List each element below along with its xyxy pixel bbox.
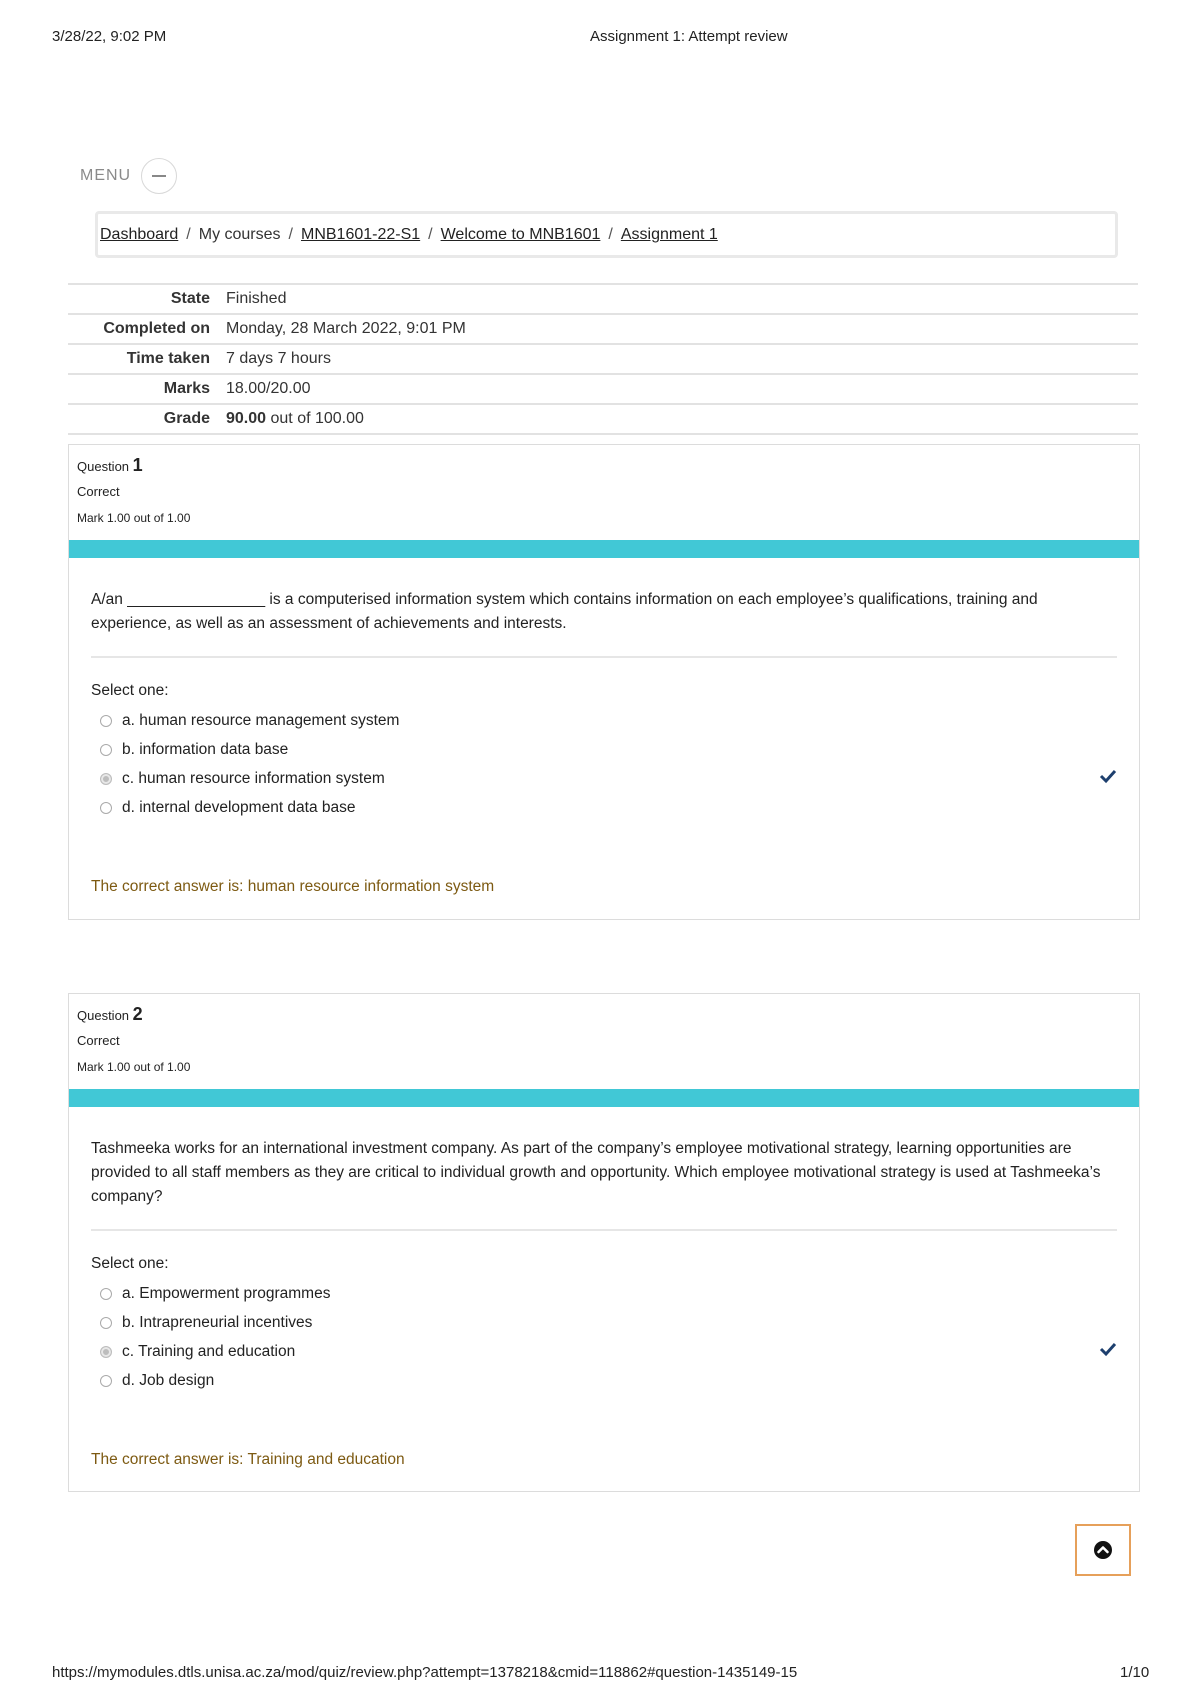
menu-label: MENU bbox=[80, 167, 132, 184]
option-label: a. human resource management system bbox=[122, 711, 400, 729]
select-one-label: Select one: bbox=[91, 682, 169, 699]
breadcrumb-separator: / bbox=[428, 226, 433, 243]
summary-value: 18.00/20.00 bbox=[226, 380, 311, 397]
summary-row-state bbox=[68, 283, 1138, 313]
summary-value: Finished bbox=[226, 290, 287, 307]
summary-label: State bbox=[170, 290, 210, 307]
question-number: 1 bbox=[132, 455, 143, 475]
answer-option-selected[interactable] bbox=[91, 1337, 1117, 1366]
summary-label: Time taken bbox=[126, 350, 210, 367]
hamburger-icon[interactable] bbox=[141, 158, 177, 194]
summary-row-completed bbox=[68, 313, 1138, 343]
print-datetime: 3/28/22, 9:02 PM bbox=[52, 28, 167, 45]
breadcrumb-assignment[interactable]: Assignment 1 bbox=[620, 226, 718, 243]
radio-button[interactable] bbox=[100, 1375, 112, 1387]
summary-label: Grade bbox=[163, 410, 210, 427]
summary-value: 7 days 7 hours bbox=[226, 350, 331, 367]
answer-option[interactable] bbox=[91, 735, 1117, 764]
summary-label: Marks bbox=[163, 380, 210, 397]
answer-option[interactable] bbox=[91, 793, 1117, 822]
menu-toggle[interactable] bbox=[80, 158, 177, 194]
answer-option[interactable] bbox=[91, 706, 1117, 735]
answer-option[interactable] bbox=[91, 1308, 1117, 1337]
radio-button[interactable] bbox=[100, 802, 112, 814]
print-page-title: Assignment 1: Attempt review bbox=[590, 28, 788, 45]
answer-option-selected[interactable] bbox=[91, 764, 1117, 793]
breadcrumb-welcome[interactable]: Welcome to MNB1601 bbox=[440, 226, 601, 243]
breadcrumb-my-courses: My courses bbox=[198, 226, 281, 243]
option-label: b. information data base bbox=[122, 740, 289, 758]
option-label: c. Training and education bbox=[122, 1342, 296, 1360]
question-card bbox=[68, 444, 1140, 920]
correct-answer-feedback: The correct answer is: human resource information system bbox=[91, 878, 495, 895]
breadcrumb-dashboard[interactable]: Dashboard bbox=[100, 226, 179, 243]
question-title bbox=[77, 1004, 1131, 1025]
summary-label: Completed on bbox=[103, 320, 210, 337]
select-one-label: Select one: bbox=[91, 1255, 169, 1272]
question-number: 2 bbox=[132, 1004, 143, 1024]
breadcrumb-course[interactable]: MNB1601-22-S1 bbox=[300, 226, 421, 243]
question-accent-bar bbox=[69, 540, 1139, 558]
attempt-summary-table bbox=[68, 283, 1138, 435]
print-page-number: 1/10 bbox=[1120, 1664, 1150, 1681]
question-card bbox=[68, 993, 1140, 1492]
question-mark: Mark 1.00 out of 1.00 bbox=[77, 1060, 191, 1074]
summary-row-time bbox=[68, 343, 1138, 373]
question-info bbox=[69, 445, 1139, 540]
breadcrumb-separator: / bbox=[186, 226, 191, 243]
summary-value bbox=[226, 410, 364, 428]
question-state: Correct bbox=[77, 484, 120, 499]
grade-value: 90.00 bbox=[226, 410, 267, 427]
summary-row-marks bbox=[68, 373, 1138, 403]
question-body bbox=[69, 558, 1139, 822]
checkmark-icon bbox=[1099, 768, 1117, 784]
radio-button[interactable] bbox=[100, 1317, 112, 1329]
question-title bbox=[77, 455, 1131, 476]
option-label: d. Job design bbox=[122, 1371, 215, 1389]
radio-button[interactable] bbox=[100, 744, 112, 756]
grade-suffix: out of 100.00 bbox=[270, 410, 364, 427]
answer-option[interactable] bbox=[91, 1279, 1117, 1308]
summary-row-grade bbox=[68, 403, 1138, 435]
radio-button[interactable] bbox=[100, 715, 112, 727]
question-title-prefix: Question bbox=[77, 1008, 130, 1023]
radio-button[interactable] bbox=[100, 1288, 112, 1300]
answer-option[interactable] bbox=[91, 1366, 1117, 1395]
summary-value: Monday, 28 March 2022, 9:01 PM bbox=[226, 320, 466, 337]
option-label: b. Intrapreneurial incentives bbox=[122, 1313, 313, 1331]
checkmark-icon bbox=[1099, 1341, 1117, 1357]
question-state: Correct bbox=[77, 1033, 120, 1048]
breadcrumb-separator: / bbox=[288, 226, 293, 243]
chevron-up-circle-icon bbox=[1093, 1540, 1113, 1560]
option-label: c. human resource information system bbox=[122, 769, 385, 787]
question-accent-bar bbox=[69, 1089, 1139, 1107]
question-title-prefix: Question bbox=[77, 459, 130, 474]
question-text: Tashmeeka works for an international investment company. As part of the company’s employee motivational strategy, learning opportunities are provided to all staff members as they are critical to individual growth and opportunity. Which employee motivational strategy is used at Tashmeeka’s company? bbox=[91, 1140, 1101, 1205]
radio-button-checked[interactable] bbox=[100, 773, 112, 785]
breadcrumb bbox=[95, 211, 1118, 258]
option-label: d. internal development data base bbox=[122, 798, 356, 816]
back-to-top-button[interactable] bbox=[1075, 1524, 1131, 1576]
question-info bbox=[69, 994, 1139, 1089]
print-url: https://mymodules.dtls.unisa.ac.za/mod/quiz/review.php?attempt=1378218&cmid=118862#question-1435149-15 bbox=[52, 1664, 798, 1681]
radio-button-checked[interactable] bbox=[100, 1346, 112, 1358]
option-label: a. Empowerment programmes bbox=[122, 1284, 331, 1302]
divider bbox=[91, 1229, 1117, 1231]
divider bbox=[91, 656, 1117, 658]
correct-answer-feedback: The correct answer is: Training and education bbox=[91, 1451, 405, 1468]
question-mark: Mark 1.00 out of 1.00 bbox=[77, 511, 191, 525]
question-text: A/an ________________ is a computerised information system which contains information on each employee’s qualifications, training and experience, as well as an assessment of achievements and interests. bbox=[91, 591, 1038, 632]
question-body bbox=[69, 1107, 1139, 1395]
breadcrumb-separator: / bbox=[608, 226, 613, 243]
